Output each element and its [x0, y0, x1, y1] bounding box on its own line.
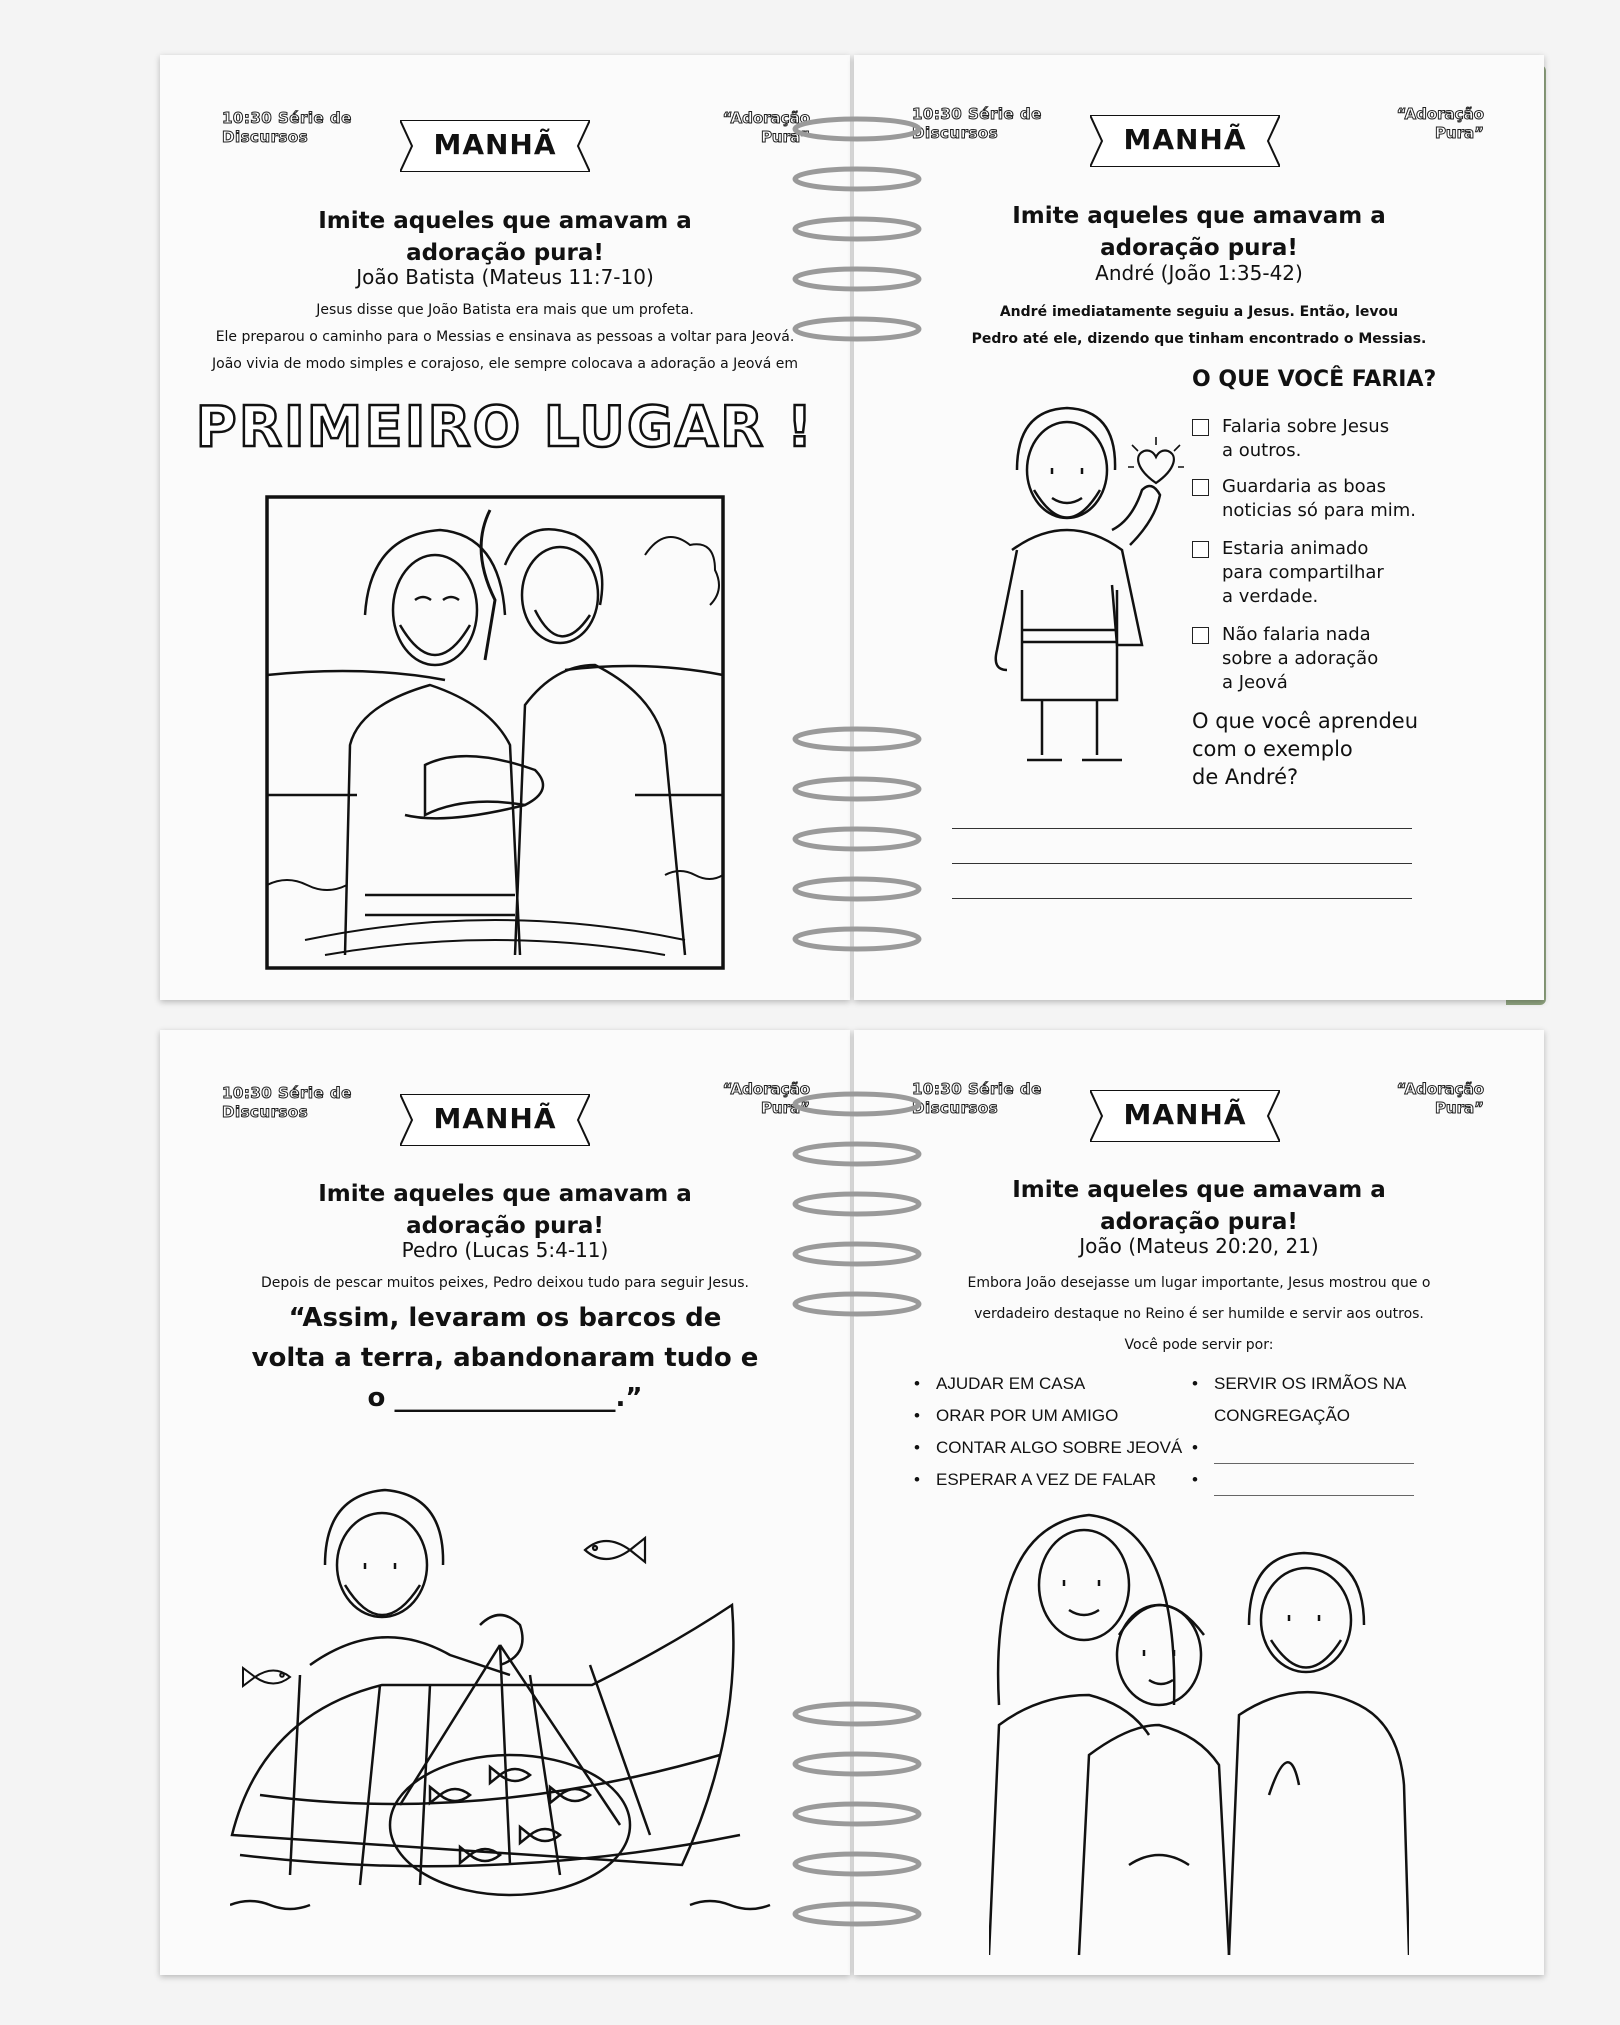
spiral-ring-icon [792, 1850, 922, 1878]
list-item-line: CONGREGAÇÃO [1214, 1406, 1351, 1425]
series-line-1: 10:30 Série de [222, 1084, 352, 1102]
pure-line-1: “Adoração [1396, 1080, 1484, 1098]
title-line-1: Imite aqueles que amavam a [318, 1181, 692, 1207]
list-item: • ORAR POR UM AMIGO [914, 1400, 1182, 1432]
blank-line[interactable] [1214, 1478, 1414, 1496]
pure-line-2: Pura” [1434, 124, 1484, 142]
page-title [854, 200, 1544, 264]
spiral-ring-icon [792, 725, 922, 753]
reflection-line: com o exemplo [1192, 737, 1353, 761]
checkbox-icon[interactable] [1192, 541, 1209, 558]
pure-line-1: “Adoração [722, 1080, 810, 1098]
series-label [912, 105, 1042, 143]
body-line: Jesus disse que João Batista era mais que um profeta. [316, 302, 694, 318]
series-label [222, 1084, 352, 1122]
question-heading: O QUE VOCÊ FARIA? [1192, 367, 1437, 392]
checkbox-icon[interactable] [1192, 479, 1209, 496]
body-line: Ele preparou o caminho para o Messias e ensinava as pessoas a voltar para Jeová. [215, 329, 795, 345]
option-1 [1192, 415, 1512, 463]
spiral-ring-icon [792, 1900, 922, 1928]
page-title [160, 1178, 850, 1242]
option-text: Falaria sobre Jesus [1222, 416, 1390, 437]
quote-line: o _________________.” [367, 1383, 643, 1413]
fish-icon [240, 1662, 295, 1692]
scripture-reference: Pedro (Lucas 5:4-11) [401, 1238, 609, 1262]
list-item: • CONTAR ALGO SOBRE JEOVÁ [914, 1432, 1182, 1464]
series-line-2: Discursos [222, 1103, 309, 1121]
series-label [222, 109, 352, 147]
spiral-ring-icon [792, 115, 922, 143]
pedro-boat-coloring-illustration [230, 1465, 790, 1940]
series-line-1: 10:30 Série de [912, 105, 1042, 123]
body-text [894, 1268, 1504, 1361]
spiral-ring-icon [792, 1240, 922, 1268]
pure-line-1: “Adoração [722, 109, 810, 127]
service-list-left [914, 1368, 1182, 1496]
service-list-right [1192, 1368, 1414, 1496]
spiral-ring-icon [792, 1750, 922, 1778]
morning-banner [1090, 115, 1280, 167]
series-line-1: 10:30 Série de [222, 109, 352, 127]
list-item: • ESPERAR A VEZ DE FALAR [914, 1464, 1182, 1496]
spiral-ring-icon [792, 165, 922, 193]
morning-banner [400, 120, 590, 172]
page-joao-batista [160, 55, 850, 1000]
spiral-ring-icon [792, 1700, 922, 1728]
series-line-2: Discursos [912, 1099, 999, 1117]
option-3 [1192, 537, 1512, 609]
title-line-1: Imite aqueles que amavam a [1012, 1177, 1386, 1203]
heart-icon [1126, 435, 1186, 495]
series-line-1: 10:30 Série de [912, 1080, 1042, 1098]
spiral-ring-icon [792, 315, 922, 343]
option-text: Guardaria as boas [1222, 476, 1387, 497]
option-text: Não falaria nada [1222, 624, 1371, 645]
pure-line-2: Pura” [760, 1099, 810, 1117]
spiral-ring-icon [792, 1290, 922, 1318]
spiral-ring-icon [792, 1140, 922, 1168]
option-text: para compartilhar [1222, 562, 1384, 583]
reflection-line: O que você aprendeu [1192, 709, 1419, 733]
list-item-blank[interactable] [1192, 1432, 1414, 1464]
scripture-reference: João Batista (Mateus 11:7-10) [356, 265, 654, 289]
title-line-1: Imite aqueles que amavam a [1012, 203, 1386, 229]
blank-line[interactable] [1214, 1446, 1414, 1464]
answer-line[interactable] [952, 828, 1412, 829]
pure-line-2: Pura” [760, 128, 810, 146]
option-text: a outros. [1222, 440, 1302, 461]
title-line-1: Imite aqueles que amavam a [318, 208, 692, 234]
body-line: Embora João desejasse um lugar importante, Jesus mostrou que o [967, 1275, 1431, 1291]
option-text: sobre a adoração [1222, 648, 1379, 669]
series-line-2: Discursos [222, 128, 309, 146]
spiral-ring-icon [792, 1090, 922, 1118]
joao-family-coloring-illustration [989, 1505, 1409, 1955]
spiral-ring-icon [792, 825, 922, 853]
spiral-ring-icon [792, 215, 922, 243]
list-item [1192, 1368, 1414, 1432]
list-item: • AJUDAR EM CASA [914, 1368, 1182, 1400]
option-text: Estaria animado [1222, 538, 1369, 559]
series-line-2: Discursos [912, 124, 999, 142]
spiral-ring-icon [792, 265, 922, 293]
spiral-ring-icon [792, 1190, 922, 1218]
option-2 [1192, 475, 1512, 523]
page-pedro [160, 1030, 850, 1975]
fill-in-quote[interactable] [190, 1298, 820, 1418]
option-text: noticias só para mim. [1222, 500, 1417, 521]
body-text [200, 1270, 810, 1297]
body-line: André imediatamente seguiu a Jesus. Então, levou [999, 304, 1399, 320]
quote-line: “Assim, levaram os barcos de [288, 1303, 722, 1333]
title-line-2: adoração pura! [1100, 1209, 1298, 1235]
reflection-question [1192, 707, 1522, 791]
series-label [912, 1080, 1042, 1118]
title-line-2: adoração pura! [1100, 235, 1298, 261]
page-joao [854, 1030, 1544, 1975]
pure-worship-label [1397, 1080, 1484, 1118]
checkbox-icon[interactable] [1192, 627, 1209, 644]
scripture-reference: João (Mateus 20:20, 21) [1079, 1234, 1319, 1258]
option-text: a Jeová [1222, 672, 1288, 693]
option-text: a verdade. [1222, 586, 1319, 607]
checkbox-icon[interactable] [1192, 419, 1209, 436]
banner-text: MANHÃ [1123, 1098, 1247, 1131]
page-andre [854, 55, 1544, 1000]
title-line-2: adoração pura! [406, 1213, 604, 1239]
spiral-ring-icon [792, 1800, 922, 1828]
body-line: verdadeiro destaque no Reino é ser humilde e servir aos outros. [974, 1306, 1424, 1322]
morning-banner [400, 1094, 590, 1146]
body-line: Pedro até ele, dizendo que tinham encontrado o Messias. [971, 331, 1427, 347]
option-4 [1192, 623, 1512, 695]
spiral-ring-icon [792, 925, 922, 953]
body-line: João vivia de modo simples e corajoso, ele sempre colocava a adoração a Jeová em [212, 356, 798, 372]
spiral-ring-icon [792, 875, 922, 903]
banner-text: MANHÃ [433, 1102, 557, 1135]
pure-worship-label [1397, 105, 1484, 143]
page-title [160, 205, 850, 269]
notebook-bottom [160, 1030, 1536, 1980]
pure-line-2: Pura” [1434, 1099, 1484, 1117]
list-item-blank[interactable] [1192, 1464, 1414, 1496]
banner-text: MANHÃ [433, 128, 557, 161]
answer-line[interactable] [952, 863, 1412, 864]
pure-line-1: “Adoração [1396, 105, 1484, 123]
body-text [200, 297, 810, 378]
answer-line[interactable] [952, 898, 1412, 899]
morning-banner [1090, 1090, 1280, 1142]
scripture-reference: André (João 1:35-42) [1095, 261, 1303, 285]
fish-icon [580, 1530, 650, 1570]
notebook-top [160, 55, 1536, 1005]
page-title [854, 1174, 1544, 1238]
list-item-line: • SERVIR OS IRMÃOS NA [1214, 1374, 1407, 1393]
body-line: Você pode servir por: [1124, 1337, 1274, 1353]
reflection-line: de André? [1192, 765, 1299, 789]
spiral-ring-icon [792, 775, 922, 803]
body-text [894, 299, 1504, 353]
quote-line: volta a terra, abandonaram tudo e [251, 1343, 759, 1373]
baptism-coloring-illustration [265, 495, 725, 970]
title-line-2: adoração pura! [406, 240, 604, 266]
banner-text: MANHÃ [1123, 123, 1247, 156]
body-line: Depois de pescar muitos peixes, Pedro deixou tudo para seguir Jesus. [261, 1275, 749, 1291]
outline-headline: PRIMEIRO LUGAR ! [195, 395, 815, 460]
